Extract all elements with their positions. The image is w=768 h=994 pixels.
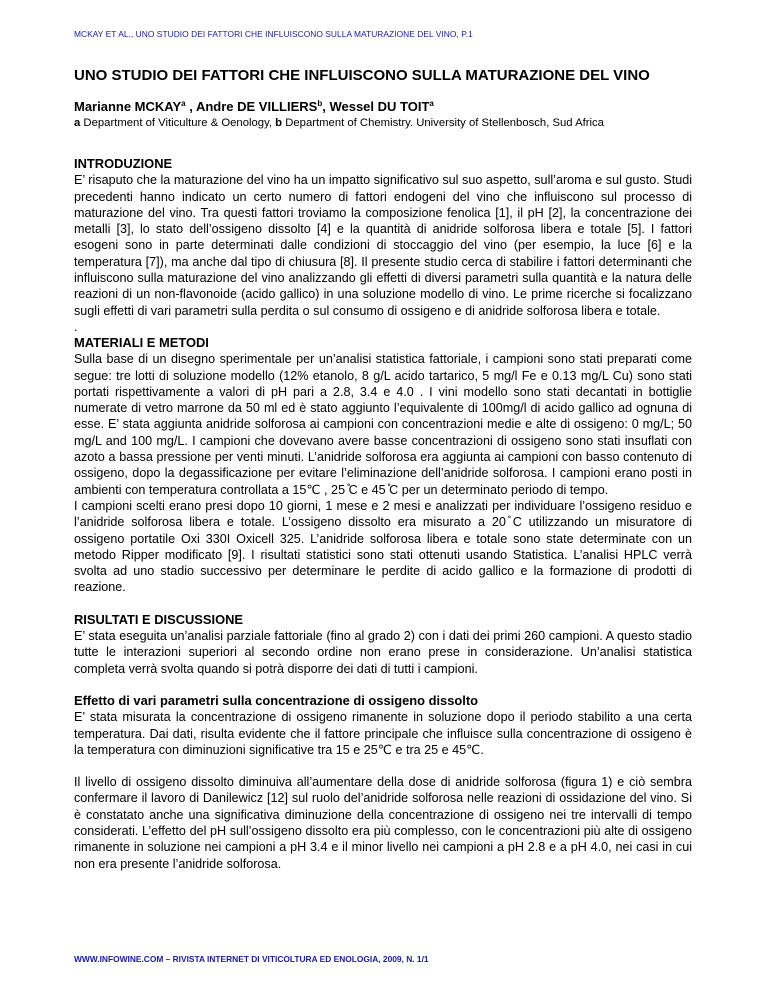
section-heading-risultati: RISULTATI E DISCUSSIONE [74, 611, 244, 627]
stray-period: . [74, 319, 78, 334]
author-name: Wessel DU TOIT [329, 99, 430, 114]
subsection-heading-ossigeno: Effetto di vari parametri sulla concentrazione di ossigeno dissolto [74, 692, 478, 708]
affiliation-label-a: a [74, 117, 81, 129]
oxygen-paragraph-1: E’ stata misurata la concentrazione di ossigeno rimanente in soluzione dopo il periodo stabilito a una certa temperatura. Dai dati, risulta evidente che il fattore principale che influisce sulla concentrazione di ossigeno è la temperatura con diminuzioni significative tra 15 e 25℃ e tra 25 e 45℃. [74, 710, 692, 757]
page-footer: WWW.INFOWINE.COM – RIVISTA INTERNET DI VITICOLTURA ED ENOLOGIA, 2009, N. 1/1 [74, 954, 429, 964]
article-body [74, 67, 692, 872]
affiliations [74, 116, 692, 130]
section-heading-introduzione: INTRODUZIONE [74, 156, 173, 171]
methods-paragraph-1: Sulla base di un disegno sperimentale per un’analisi statistica fattoriale, i campioni sono stati preparati come segue: tre lotti di soluzione modello (12% etanolo, 8 g/L acido tartarico, 5 mg/l Fe e 0.13 mg/L Cu) sono stati portati rispettivamente a valori di pH pari a 2.8, 3.4 e 4.0 . I vini modello sono stati decantati in bottiglie numerate di vetro marrone da 50 ml ed è stato aggiunto l’equivalente di 100mg/l di acido gallico ad ognuna di esse. E’ stata aggiunta anidride solforosa ai campioni con concentrazioni medie e alte di ossigeno: 0 mg/L; 50 mg/L and 100 mg/L. I campioni che dovevano avere basse concentrazioni di ossigeno sono stati insuflati con azoto a bassa pressione per venti minuti. L’anidride solforosa era aggiunta ai campioni con basso contenuto di ossigeno, dopo la degassificazione per evitare l’eliminazione dell’anidride solforosa. I campioni erano posti in ambienti con temperatura controllata a 15℃ , 25 ̊C e 45 ̊C per un determinato periodo di tempo. [74, 352, 692, 497]
author-list [74, 99, 692, 115]
results-paragraph: E’ stata eseguita un’analisi parziale fattoriale (fino al grado 2) con i dati dei primi 260 campioni. A questo stadio tutte le interazioni superiori al secondo ordine non erano prese in considerazione. Un’analisi statistica completa verrà svolta quando si potrà disporre dei dati di tutti i campioni. [74, 629, 692, 676]
paper-title: UNO STUDIO DEI FATTORI CHE INFLUISCONO SULLA MATURAZIONE DEL VINO [74, 67, 650, 84]
oxygen-paragraph-2: Il livello di ossigeno dissolto diminuiva all’aumentare della dose di anidride solforosa (figura 1) e ciò sembra confermare il lavoro di Danilewicz [12] sul ruolo del’anidride solforosa nelle reazioni di ossidazione del vino. Si è constatato anche una significativa diminuzione della concentrazione di ossigeno nei tre intervalli di tempo considerati. L’effetto del pH sull’ossigeno dissolto era più complesso, con le concentrazioni più alte di ossigeno rimanente in soluzione nei campioni a pH 3.4 e il minor livello nei campioni a pH 2.8 e a pH 4.0, nei casi in cui non era presente l’anidride solforosa. [74, 775, 692, 871]
author-name: Andre DE VILLIERS [195, 99, 318, 114]
author-separator: , [185, 99, 196, 114]
affiliation-marker: b [317, 99, 323, 108]
affiliation-text-a: Department of Viticulture & Oenology, [80, 117, 276, 129]
affiliation-marker: a [429, 99, 434, 108]
affiliation-marker: a [181, 99, 186, 108]
intro-paragraph: E’ risaputo che la maturazione del vino ha un impatto significativo sul suo aspetto, sull’aroma e sul gusto. Studi precedenti hanno indicato un certo numero di fattori endogeni del vino che influiscono sul processo di maturazione del vino. Tra questi fattori troviamo la composizione fenolica [1], il pH [2], la concentrazione dei metalli [3], lo stato dell’ossigeno dissolto [4] e la quantità di anidride solforosa libera e totale [5]. I fattori esogeni sono in parte determinati dalle condizioni di stoccaggio del vino (per esempio, la luce [6] e la temperatura [7]), ma anche dal tipo di chiusura [8]. Il presente studio cerca di stabilire i fattori determinanti che influiscono sulla maturazione del vino analizzando gli effetti di diversi parametri sulla quantità e la natura delle reazioni di un non-flavonoide (acido gallico) in una soluzione modello di vino. Le prime ricerche si focalizzano sugli effetti di vari parametri sulla perdita o sul consumo di ossigeno e di anidride solforosa libera e totale. [74, 173, 692, 318]
affiliation-text-b: Department of Chemistry. University of Stellenbosch, Sud Africa [282, 117, 604, 129]
affiliation-label-b: b [275, 117, 283, 129]
author-separator: , [322, 99, 330, 114]
section-heading-materiali-metodi: MATERIALI E METODI [74, 334, 209, 350]
running-header: MCKAY ET AL., UNO STUDIO DEI FATTORI CHE INFLUISCONO SULLA MATURAZIONE DEL VINO, P.1 [74, 29, 473, 39]
methods-paragraph-2: I campioni scelti erano presi dopo 10 giorni, 1 mese e 2 mesi e analizzati per individuare l’ossigeno residuo e l’anidride solforosa libera e totale. L’ossigeno dissolto era misurato a 20 ̊C utilizzando un misuratore di ossigeno portatile Oxi 330I Oxicell 325. L’anidride solforosa libera e totale sono state determinate con un metodo Ripper modificato [9]. I risultati statistici sono stati ottenuti usando Statistica. L’analisi HPLC verrà svolta ad uno stadio successivo per determinare le perdite di acido gallico e la formazione di prodotti di reazione. [74, 498, 692, 595]
author-name: Marianne MCKAY [74, 99, 182, 114]
